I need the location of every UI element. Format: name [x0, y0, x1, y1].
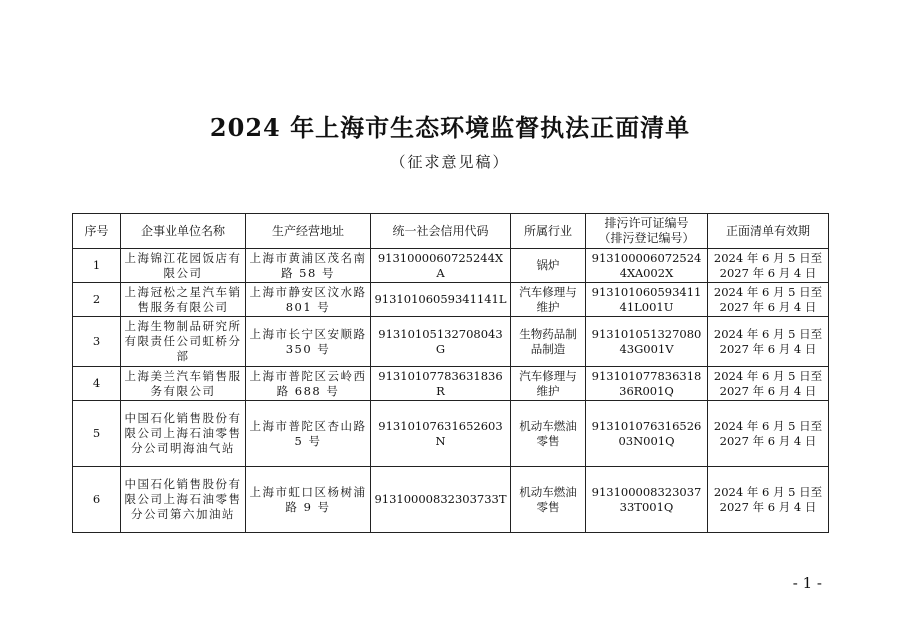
cell-validity: 2024 年 6 月 5 日至 2027 年 6 月 4 日 [708, 367, 829, 401]
cell-validity: 2024 年 6 月 5 日至 2027 年 6 月 4 日 [708, 401, 829, 467]
page-number: - 1 - [792, 574, 822, 592]
cell-permit-number: 9131000060725244XA002X [586, 249, 708, 283]
cell-credit-code: 91310107631652603N [371, 401, 511, 467]
header-seq: 序号 [73, 214, 121, 249]
cell-validity: 2024 年 6 月 5 日至 2027 年 6 月 4 日 [708, 467, 829, 533]
cell-address: 上海市虹口区杨树浦路 9 号 [246, 467, 371, 533]
cell-permit-number: 913101060593411 41L001U [586, 283, 708, 317]
cell-industry: 机动车燃油零售 [511, 401, 586, 467]
cell-permit-number: 913101077836318 36R001Q [586, 367, 708, 401]
cell-credit-code: 9131000060725244XA [371, 249, 511, 283]
cell-company-name: 上海锦江花园饭店有限公司 [121, 249, 246, 283]
cell-seq: 1 [73, 249, 121, 283]
cell-company-name: 上海美兰汽车销售服务有限公司 [121, 367, 246, 401]
cell-validity: 2024 年 6 月 5 日至 2027 年 6 月 4 日 [708, 283, 829, 317]
table-row [73, 401, 829, 467]
cell-company-name: 上海冠松之星汽车销售服务有限公司 [121, 283, 246, 317]
cell-validity: 2024 年 6 月 5 日至 2027 年 6 月 4 日 [708, 317, 829, 367]
cell-seq: 4 [73, 367, 121, 401]
cell-credit-code: 91310106059341141L [371, 283, 511, 317]
cell-credit-code: 91310105132708043G [371, 317, 511, 367]
cell-seq: 2 [73, 283, 121, 317]
document-subtitle: （征求意见稿） [390, 153, 510, 171]
cell-industry: 生物药品制品制造 [511, 317, 586, 367]
cell-company-name: 中国石化销售股份有限公司上海石油零售分公司第六加油站 [121, 467, 246, 533]
cell-seq: 6 [73, 467, 121, 533]
table-row [73, 283, 829, 317]
cell-permit-number: 913101076316526 03N001Q [586, 401, 708, 467]
cell-industry: 锅炉 [511, 249, 586, 283]
header-validity: 正面清单有效期 [708, 214, 829, 249]
cell-industry: 汽车修理与维护 [511, 283, 586, 317]
cell-address: 上海市静安区汶水路 801 号 [246, 283, 371, 317]
document-title: 2024 年上海市生态环境监督执法正面清单 [209, 113, 691, 142]
cell-address: 上海市普陀区云岭西路 688 号 [246, 367, 371, 401]
cell-credit-code: 91310000832303733T [371, 467, 511, 533]
cell-company-name: 中国石化销售股份有限公司上海石油零售分公司明海油气站 [121, 401, 246, 467]
table-row [73, 317, 829, 367]
cell-seq: 5 [73, 401, 121, 467]
cell-validity: 2024 年 6 月 5 日至 2027 年 6 月 4 日 [708, 249, 829, 283]
header-company-name: 企事业单位名称 [121, 214, 246, 249]
cell-address: 上海市长宁区安顺路 350 号 [246, 317, 371, 367]
table-header-row [73, 214, 829, 249]
header-industry: 所属行业 [511, 214, 586, 249]
header-address: 生产经营地址 [246, 214, 371, 249]
table-row [73, 249, 829, 283]
cell-credit-code: 91310107783631836R [371, 367, 511, 401]
table-row [73, 367, 829, 401]
header-permit-number: 排污许可证编号 （排污登记编号） [586, 214, 708, 249]
cell-company-name: 上海生物制品研究所有限责任公司虹桥分部 [121, 317, 246, 367]
cell-address: 上海市普陀区杏山路 5 号 [246, 401, 371, 467]
header-credit-code: 统一社会信用代码 [371, 214, 511, 249]
cell-permit-number: 913100008323037 33T001Q [586, 467, 708, 533]
cell-industry: 汽车修理与维护 [511, 367, 586, 401]
cell-industry: 机动车燃油零售 [511, 467, 586, 533]
cell-seq: 3 [73, 317, 121, 367]
cell-permit-number: 913101051327080 43G001V [586, 317, 708, 367]
cell-address: 上海市黄浦区茂名南路 58 号 [246, 249, 371, 283]
positive-list-table [72, 213, 829, 533]
table-row [73, 467, 829, 533]
